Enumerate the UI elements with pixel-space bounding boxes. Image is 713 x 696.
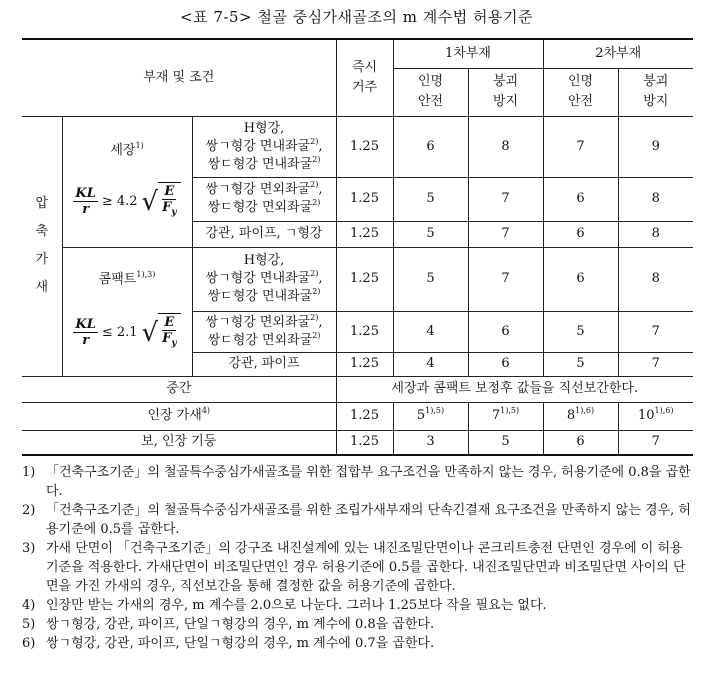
- cell-ls1: 5: [393, 247, 468, 311]
- cell-ls1: 5: [393, 221, 468, 247]
- cell-ls2: 6: [543, 221, 618, 247]
- slender-shape-1: H형강, 쌍ㄱ형강 면내좌굴$^{2)}$, 쌍ㄷ형강 면내좌굴$^{2)}$: [192, 116, 336, 177]
- cell-cp2: 8: [618, 247, 693, 311]
- beam-label: 보, 인장 기둥: [22, 430, 336, 455]
- compact-shape-1: H형강, 쌍ㄱ형강 면내좌굴$^{2)}$, 쌍ㄷ형강 면내좌굴$^{2)}$: [192, 247, 336, 311]
- compact-condition: 콤팩트$^{1),3)}$ $\frac{KL}{r}$ ≤ 2.1 √ $\frac{E}{F_y}$: [62, 247, 192, 376]
- compact-shape-3: 강관, 파이프: [192, 352, 336, 376]
- cell-ls1: 3: [393, 430, 468, 455]
- footnote: 3) 가새 단면이 「건축구조기준」의 강구조 내진설계에 있는 내진조밀단면이나 콘크리트충전 단면인 경우에 이 허용기준을 적용한다. 가새단면이 비조밀단면인 경우 허용기준에 0.5를 곱한다. 내진조밀단면과 비조밀단면 사이의 단면을 가진 가새의 경우, 직선보간을 통해 결정한 값을 허용기준에 곱한다.: [22, 541, 686, 594]
- footnote: 5) 쌍ㄱ형강, 강관, 파이프, 단일ㄱ형강의 경우, m 계수에 0.8을 곱한다.: [22, 617, 435, 632]
- cell-io: 1.25: [336, 402, 393, 430]
- compact-shape-2: 쌍ㄱ형강 면외좌굴$^{2)}$, 쌍ㄷ형강 면외좌굴$^{2)}$: [192, 311, 336, 352]
- cell-ls2: 6: [543, 430, 618, 455]
- cell-ls2: $8^{1),6)}$: [543, 402, 618, 430]
- tension-brace-label: 인장 가새$^{4)}$: [22, 402, 336, 430]
- cell-cp1: 7: [468, 177, 543, 221]
- cell-io: 1.25: [336, 221, 393, 247]
- header-secondary: 2차부재: [543, 39, 693, 68]
- header-cp1: 붕괴 방지: [468, 68, 543, 116]
- cell-cp2: 8: [618, 221, 693, 247]
- header-ls2: 인명 안전: [543, 68, 618, 116]
- cell-ls1: $5^{1),5)}$: [393, 402, 468, 430]
- cell-cp2: 7: [618, 430, 693, 455]
- cell-cp1: 5: [468, 430, 543, 455]
- cell-ls2: 6: [543, 247, 618, 311]
- cell-ls1: 6: [393, 116, 468, 177]
- header-cp2: 붕괴 방지: [618, 68, 693, 116]
- cell-ls1: 4: [393, 352, 468, 376]
- cell-cp1: 7: [468, 221, 543, 247]
- cell-cp1: 6: [468, 311, 543, 352]
- slender-shape-2: 쌍ㄱ형강 면외좌굴$^{2)}$, 쌍ㄷ형강 면외좌굴$^{2)}$: [192, 177, 336, 221]
- intermediate-text: 세장과 콤팩트 보정후 값들을 직선보간한다.: [336, 376, 693, 402]
- header-member-condition: 부재 및 조건: [22, 39, 336, 116]
- cell-io: 1.25: [336, 430, 393, 455]
- cell-ls2: 5: [543, 311, 618, 352]
- cell-cp2: 9: [618, 116, 693, 177]
- footnote: 1) 「건축구조기준」의 철골특수중심가새골조를 위한 접합부 요구조건을 만족하지 않는 경우, 허용기준에 0.8을 곱한다.: [22, 465, 691, 499]
- cell-ls2: 5: [543, 352, 618, 376]
- cell-cp2: 8: [618, 177, 693, 221]
- footnote: 2) 「건축구조기준」의 철골특수중심가새골조를 위한 조립가새부재의 단속긴결재 요구조건을 만족하지 않는 경우, 허용기준에 0.5를 곱한다.: [22, 503, 691, 537]
- cell-ls1: 4: [393, 311, 468, 352]
- cell-cp1: 7: [468, 247, 543, 311]
- table-title: <표 7-5> 철골 중심가새골조의 m 계수법 허용기준: [180, 8, 533, 26]
- compression-brace-label: 압 축 가 새: [22, 116, 62, 376]
- header-primary: 1차부재: [393, 39, 543, 68]
- slender-condition: 세장$^{1)}$ $\frac{KL}{r}$ ≥ 4.2 √ $\frac{E}{F_y}$: [62, 116, 192, 247]
- cell-io: 1.25: [336, 247, 393, 311]
- cell-cp1: $7^{1),5)}$: [468, 402, 543, 430]
- cell-cp1: 6: [468, 352, 543, 376]
- slender-shape-3: 강관, 파이프, ㄱ형강: [192, 221, 336, 247]
- cell-cp1: 8: [468, 116, 543, 177]
- cell-cp2: 7: [618, 352, 693, 376]
- cell-ls1: 5: [393, 177, 468, 221]
- footnote: 4) 인장만 받는 가새의 경우, m 계수를 2.0으로 나눈다. 그러나 1.25보다 작을 필요는 없다.: [22, 598, 547, 613]
- cell-ls2: 7: [543, 116, 618, 177]
- cell-io: 1.25: [336, 311, 393, 352]
- footnote: 6) 쌍ㄱ형강, 강관, 파이프, 단일ㄱ형강의 경우, m 계수에 0.7을 곱한다.: [22, 636, 435, 651]
- intermediate-label: 중간: [22, 376, 336, 402]
- cell-cp2: 7: [618, 311, 693, 352]
- cell-cp2: $10^{1),6)}$: [618, 402, 693, 430]
- m-factor-table: [22, 38, 693, 456]
- footnotes: [22, 463, 693, 653]
- cell-io: 1.25: [336, 352, 393, 376]
- header-immediate-occupancy: 즉시 거주: [336, 39, 393, 116]
- header-ls1: 인명 안전: [393, 68, 468, 116]
- cell-io: 1.25: [336, 116, 393, 177]
- cell-io: 1.25: [336, 177, 393, 221]
- cell-ls2: 6: [543, 177, 618, 221]
